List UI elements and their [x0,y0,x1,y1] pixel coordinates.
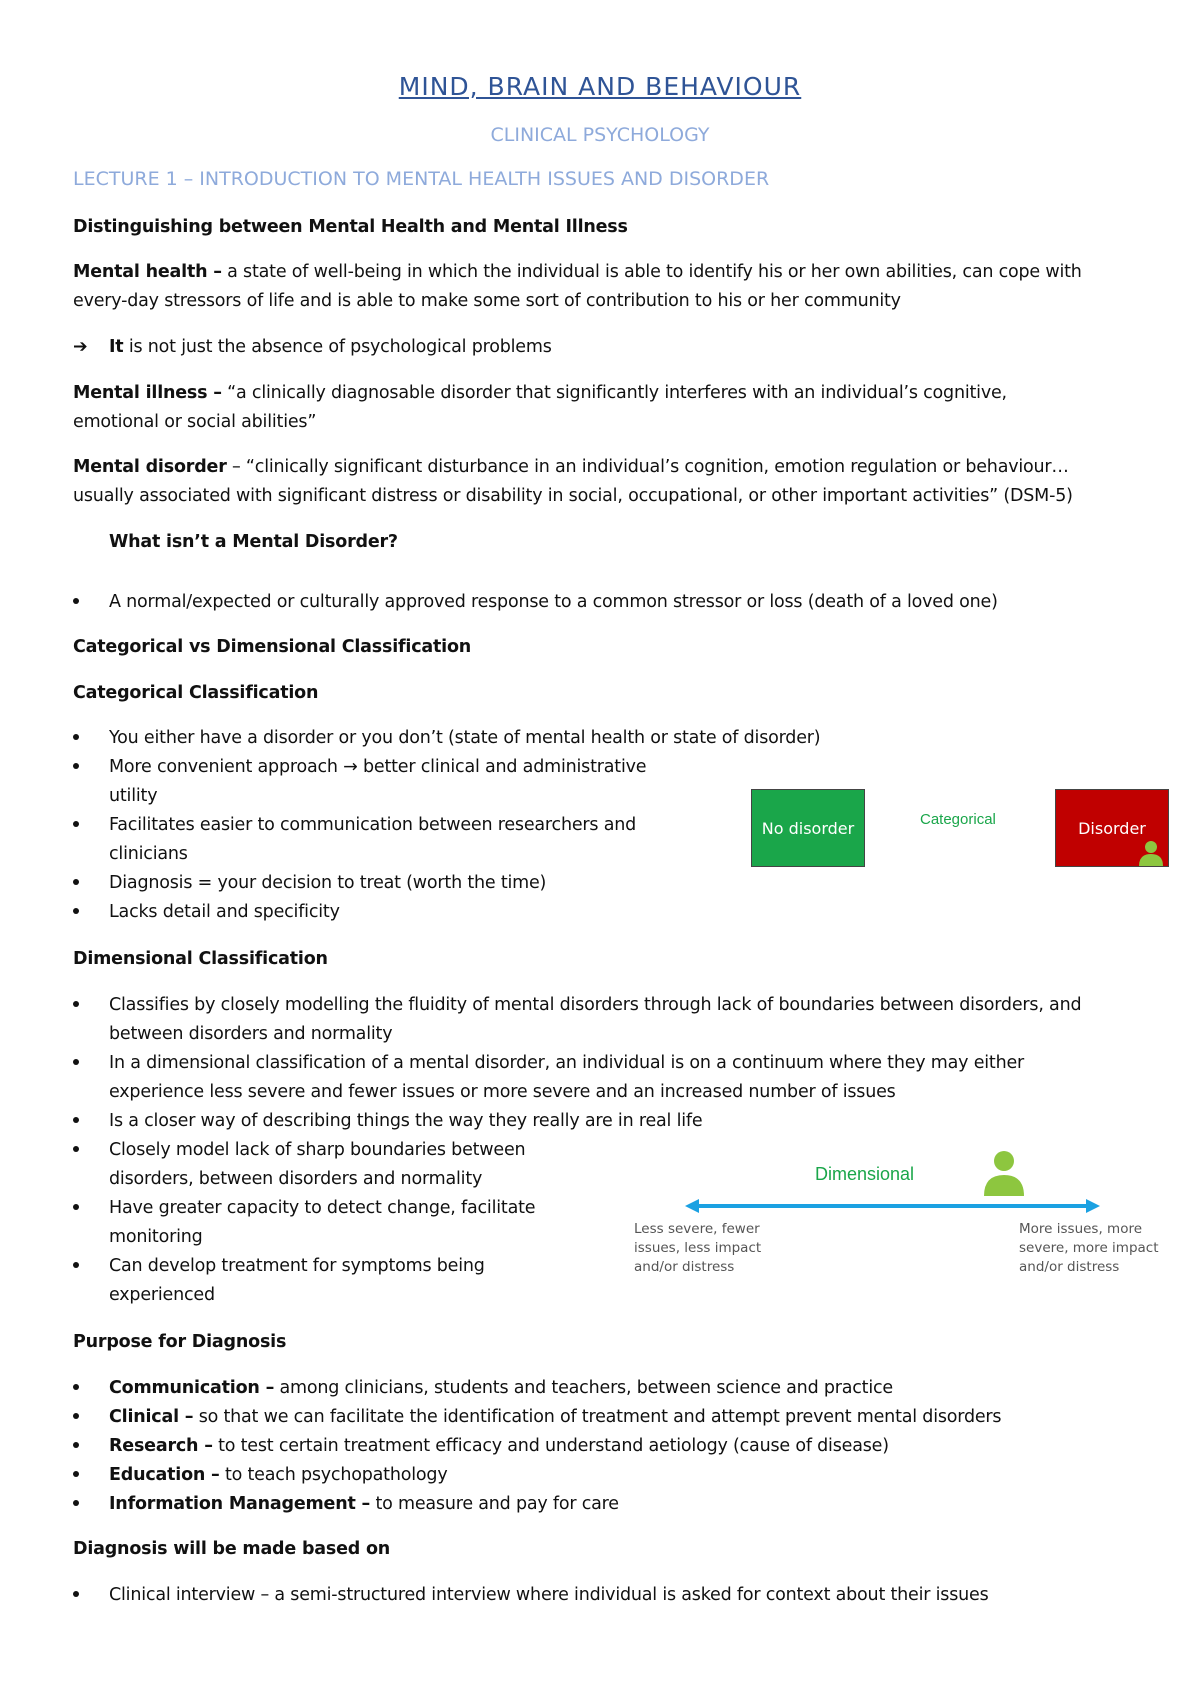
mental-illness-definition [73,379,1007,408]
less-severe-line-2: issues, less impact [634,1240,762,1256]
list-item [109,1490,619,1519]
mental-health-text-2: every-day stressors of life and is able to make some sort of contribution to his or her community [73,291,901,311]
purpose-term: Education – [109,1465,220,1485]
purpose-heading: Purpose for Diagnosis [73,1332,287,1352]
mental-illness-text-2: emotional or social abilities” [73,412,317,432]
bullet-icon [73,879,79,885]
mental-health-text-1: a state of well-being in which the individual is able to identify his or her own abilities, can cope with [221,262,1082,282]
bullet-icon [73,1413,79,1419]
purpose-term: Communication – [109,1378,275,1398]
less-severe-line-3: and/or distress [634,1259,735,1275]
list-item: More convenient approach → better clinical and administrative [109,757,647,777]
person-icon [1137,840,1165,866]
bullet-icon [73,821,79,827]
list-item: In a dimensional classification of a mental disorder, an individual is on a continuum where they may either [109,1053,1025,1073]
section-heading-distinguishing: Distinguishing between Mental Health and Mental Illness [73,217,628,237]
section-heading-classification: Categorical vs Dimensional Classification [73,637,472,657]
more-severe-line-1: More issues, more [1019,1221,1143,1237]
purpose-term: Information Management – [109,1494,371,1514]
more-severe-line-3: and/or distress [1019,1259,1120,1275]
purpose-text: to test certain treatment efficacy and understand aetiology (cause of disease) [212,1436,889,1456]
purpose-term: Research – [109,1436,213,1456]
dimensional-label: Dimensional [815,1164,915,1184]
purpose-text: so that we can facilitate the identification of treatment and attempt prevent mental disorders [193,1407,1002,1427]
bullet-icon [73,1384,79,1390]
bullet-icon [73,1001,79,1007]
list-item-continued: disorders, between disorders and normality [109,1169,483,1189]
bullet-icon [73,1117,79,1123]
arrow-point [73,333,552,362]
list-item: Closely model lack of sharp boundaries between [109,1140,526,1160]
less-severe-line-1: Less severe, fewer [634,1221,760,1237]
mental-disorder-term: Mental disorder [73,457,227,477]
list-item: You either have a disorder or you don’t (state of mental health or state of disorder) [109,728,821,748]
no-disorder-label: No disorder [761,818,855,838]
document-title: MIND, BRAIN AND BEHAVIOUR [398,72,802,101]
purpose-text: to teach psychopathology [219,1465,448,1485]
bullet-icon [73,1471,79,1477]
list-item: Clinical interview – a semi-structured interview where individual is asked for context about their issues [109,1585,989,1605]
continuum-arrow [685,1198,1100,1214]
mental-health-definition [73,258,1082,287]
bullet-icon [73,908,79,914]
mental-disorder-definition [73,453,1069,482]
list-item-continued: experience less severe and fewer issues or more severe and an increased number of issues [109,1082,896,1102]
purpose-term: Clinical – [109,1407,194,1427]
list-item: Classifies by closely modelling the fluidity of mental disorders through lack of boundaries between disorders, and [109,995,1082,1015]
mental-disorder-text-1: – “clinically significant disturbance in an individual’s cognition, emotion regulation or behaviour… [226,457,1069,477]
mental-illness-text-1: “a clinically diagnosable disorder that significantly interferes with an individual’s cognitive, [221,383,1007,403]
mental-illness-term: Mental illness – [73,383,222,403]
arrow-point-bold: It [109,337,124,357]
purpose-text: to measure and pay for care [370,1494,619,1514]
bullet-icon [73,1591,79,1597]
what-isnt-heading: What isn’t a Mental Disorder? [109,532,398,552]
bullet-icon [73,1059,79,1065]
disorder-label: Disorder [1078,818,1146,838]
list-item: A normal/expected or culturally approved response to a common stressor or loss (death of a loved one) [109,592,998,612]
lecture-heading: LECTURE 1 – INTRODUCTION TO MENTAL HEALTH ISSUES AND DISORDER [73,168,770,190]
bullet-icon [73,1500,79,1506]
bullet-icon [73,598,79,604]
bullet-icon [73,1262,79,1268]
mental-disorder-text-2: usually associated with significant distress or disability in social, occupational, or other important activities” (DSM-5) [73,486,1073,506]
purpose-text: among clinicians, students and teachers, between science and practice [274,1378,893,1398]
bullet-icon [73,1204,79,1210]
dimensional-heading: Dimensional Classification [73,949,328,969]
document-subtitle: CLINICAL PSYCHOLOGY [490,124,710,146]
list-item-continued: experienced [109,1285,215,1305]
arrow-point-text: is not just the absence of psychological problems [123,337,552,357]
categorical-label: Categorical [920,811,996,828]
list-item [109,1403,1001,1432]
list-item-continued: between disorders and normality [109,1024,393,1044]
list-item [109,1432,889,1461]
list-item: Have greater capacity to detect change, facilitate [109,1198,536,1218]
diagnosis-basis-heading: Diagnosis will be made based on [73,1539,391,1559]
more-severe-line-2: severe, more impact [1019,1240,1159,1256]
list-item-continued: utility [109,786,158,806]
mental-health-term: Mental health – [73,262,222,282]
list-item: Can develop treatment for symptoms being [109,1256,485,1276]
list-item-continued: clinicians [109,844,188,864]
bullet-icon [73,1442,79,1448]
list-item: Diagnosis = your decision to treat (worth the time) [109,873,547,893]
bullet-icon [73,1146,79,1152]
list-item: Lacks detail and specificity [109,902,340,922]
list-item [109,1461,447,1490]
bullet-icon [73,734,79,740]
list-item: Is a closer way of describing things the way they really are in real life [109,1111,703,1131]
arrow-right-icon: ➔ [73,337,88,357]
bullet-icon [73,763,79,769]
list-item [109,1374,893,1403]
no-disorder-box [751,789,865,867]
categorical-heading: Categorical Classification [73,683,319,703]
list-item-continued: monitoring [109,1227,203,1247]
list-item: Facilitates easier to communication between researchers and [109,815,637,835]
person-icon [982,1150,1026,1198]
